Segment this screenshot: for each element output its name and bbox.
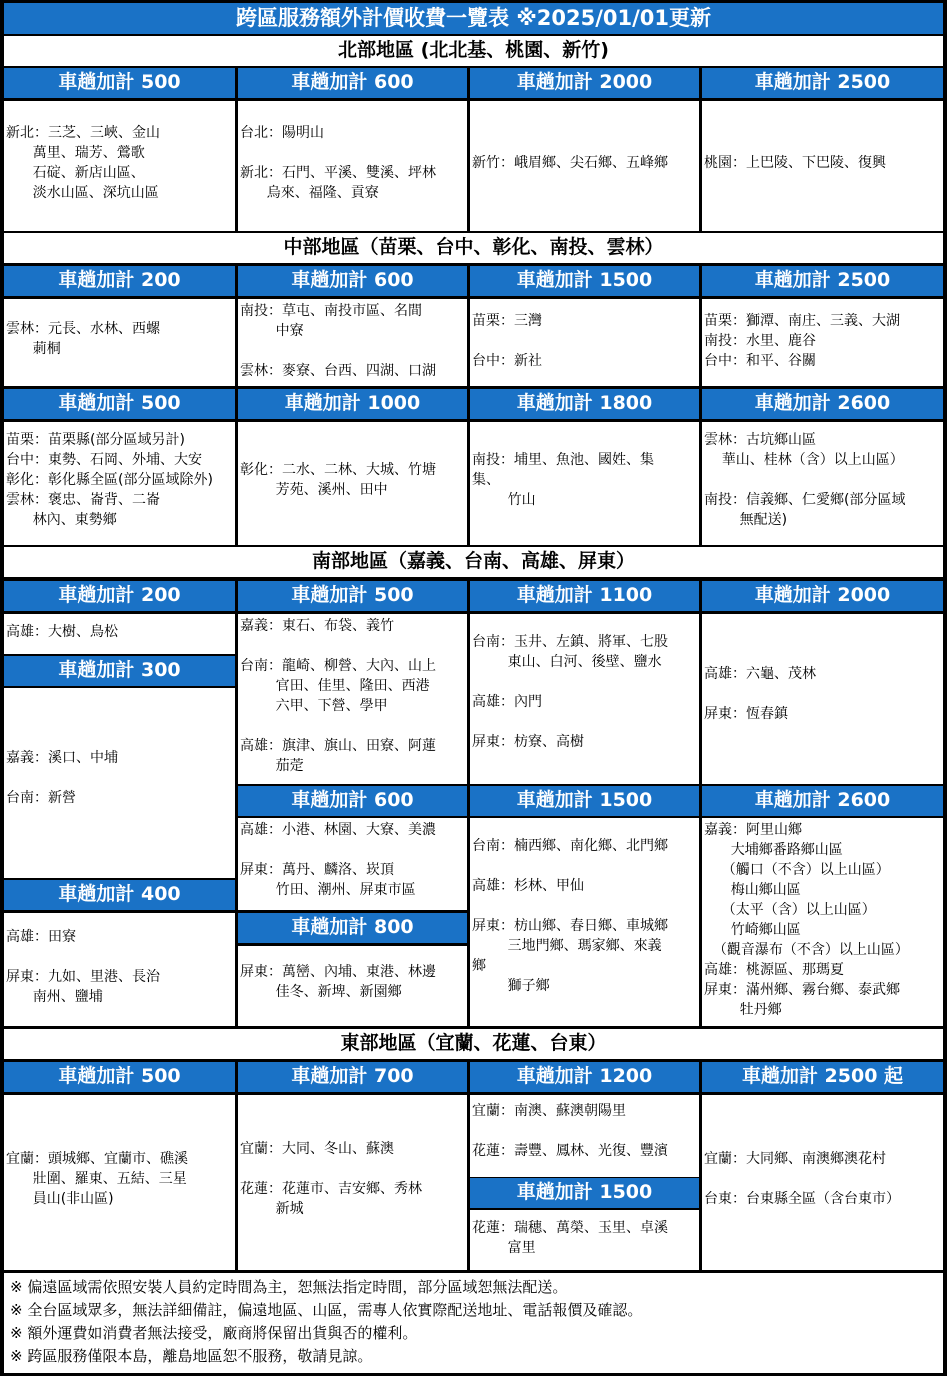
cell-line: 花蓮：瑞穗、萬榮、玉里、卓溪: [472, 1220, 668, 1236]
cell-line: 官田、佳里、隆田、西港: [240, 678, 430, 694]
south-cell-2000: [702, 614, 943, 784]
spacer-line: [240, 636, 465, 656]
south-cell-200: [4, 614, 235, 654]
cell-line: 中寮: [240, 323, 304, 339]
south-cell-400: [4, 913, 235, 1026]
cell-line: 萬里、瑞芳、鶯歌: [6, 145, 145, 161]
cell-line: 雲林：元長、水林、西螺: [6, 321, 160, 337]
central-header-1000: 車趟加計 1000: [238, 389, 467, 419]
cell-line: 台南：楠西鄉、南化鄉、北門鄉: [472, 838, 668, 854]
notes-box: [4, 1273, 943, 1373]
north-header-2000: 車趟加計 2000: [470, 68, 699, 98]
page-title: 跨區服務額外計價收費一覽表 ※2025/01/01更新: [4, 3, 943, 34]
cell-line: 屏東：萬巒、內埔、東港、林邊: [240, 964, 436, 980]
east-header-1200: 車趟加計 1200: [470, 1062, 699, 1092]
cell-line: ※ 跨區服務僅限本島，離島地區恕不服務，敬請見諒。: [10, 1347, 373, 1365]
central-cell-200: [4, 299, 235, 386]
cell-line: 六甲、下營、學甲: [240, 698, 388, 714]
cell-line: 茄萣: [240, 758, 304, 774]
cell-line: 雲林：褒忠、崙背、二崙: [6, 492, 160, 508]
south-header-200: 車趟加計 200: [4, 581, 235, 611]
cell-line: 獅子鄉: [472, 978, 550, 994]
south-cell-800: [238, 946, 467, 1026]
cell-line: 宜蘭：南澳、蘇澳朝陽里: [472, 1103, 626, 1119]
south-header-800: 車趟加計 800: [238, 913, 467, 943]
north-header-500: 車趟加計 500: [4, 68, 235, 98]
spacer-line: [472, 331, 697, 351]
central-cell-1000: [238, 422, 467, 545]
central-header-1800: 車趟加計 1800: [470, 389, 699, 419]
spacer-line: [240, 716, 465, 736]
cell-line: 台中：和平、谷關: [704, 353, 816, 369]
spacer-line: [240, 143, 465, 163]
central-header-1500: 車趟加計 1500: [470, 266, 699, 296]
south-cell-300: [4, 688, 235, 878]
north-header-2500: 車趟加計 2500: [702, 68, 943, 98]
cell-line: 富里: [472, 1240, 536, 1256]
spacer-line: [6, 947, 233, 967]
cell-line: 苗栗：苗栗縣(部分區域另計): [6, 432, 185, 448]
south-header-2000: 車趟加計 2000: [702, 581, 943, 611]
east-header-2500: 車趟加計 2500 起: [702, 1062, 943, 1092]
cell-line: 高雄：小港、林園、大寮、美濃: [240, 822, 436, 838]
cell-line: 屏東：萬丹、麟洛、崁頂: [240, 862, 394, 878]
region-north: 北部地區 (北北基、桃園、新竹): [4, 36, 943, 66]
cell-line: 南投：水里、鹿谷: [704, 333, 816, 349]
cell-line: 新城: [240, 1201, 304, 1217]
east-cell-500: [4, 1095, 235, 1270]
cell-line: 淡水山區、深坑山區: [6, 185, 159, 201]
cell-line: 莿桐: [6, 341, 61, 357]
cell-line: 彰化：彰化縣全區(部分區域除外): [6, 472, 213, 488]
east-header-700: 車趟加計 700: [238, 1062, 467, 1092]
cell-line: 宜蘭：頭城鄉、宜蘭市、礁溪: [6, 1151, 188, 1167]
central-header-600: 車趟加計 600: [238, 266, 467, 296]
cell-line: 大埔鄉番路鄉山區: [704, 842, 843, 858]
cell-line: 屏東：枋寮、高樹: [472, 734, 584, 750]
south-header-2600: 車趟加計 2600: [702, 786, 943, 816]
north-cell-600: [238, 101, 467, 231]
cell-line: 屏東：九如、里港、長治: [6, 969, 160, 985]
north-cell-500: [4, 101, 235, 231]
cell-line: 林內、東勢鄉: [6, 512, 117, 528]
cell-line: 嘉義：溪口、中埔: [6, 750, 118, 766]
spacer-line: [704, 684, 941, 704]
north-header-600: 車趟加計 600: [238, 68, 467, 98]
south-cell-600: [238, 818, 467, 910]
cell-line: 梅山鄉山區: [704, 882, 801, 898]
cell-line: 嘉義：東石、布袋、義竹: [240, 618, 394, 634]
cell-line: 竹崎鄉山區: [704, 922, 801, 938]
cell-line: 華山、桂林（含）以上山區）: [704, 452, 904, 468]
cell-line: 台南：玉井、左鎮、將軍、七股: [472, 634, 668, 650]
central-cell-2500: [702, 299, 943, 386]
cell-line: （觀音瀑布（不含）以上山區）: [704, 942, 909, 958]
cell-line: 台南：龍崎、柳營、大內、山上: [240, 658, 436, 674]
cell-line: 芳苑、溪州、田中: [240, 482, 388, 498]
cell-line: 高雄：田寮: [6, 929, 76, 945]
central-cell-500: [4, 422, 235, 545]
cell-line: 台中：新社: [472, 353, 542, 369]
central-cell-1800: [470, 422, 699, 545]
south-header-300: 車趟加計 300: [4, 656, 235, 686]
cell-line: 竹山: [472, 492, 536, 508]
cell-line: 鄉: [472, 958, 486, 974]
cell-line: ※ 全台區域眾多，無法詳細備註，偏遠地區、山區，需專人依實際配送地址、電話報價及確認。: [10, 1301, 643, 1319]
cell-line: 烏來、福隆、貢寮: [240, 185, 379, 201]
cell-line: 石碇、新店山區、: [6, 165, 145, 181]
north-cell-2500: [702, 101, 943, 231]
cell-line: 新竹：峨眉鄉、尖石鄉、五峰鄉: [472, 155, 668, 171]
cell-line: 無配送): [704, 512, 788, 528]
cell-line: 台北：陽明山: [240, 125, 324, 141]
cell-line: 宜蘭：大同鄉、南澳鄉澳花村: [704, 1151, 886, 1167]
south-cell-1500: [470, 818, 699, 1026]
cell-line: 南投：草屯、南投市區、名間: [240, 303, 422, 319]
cell-line: 南州、鹽埔: [6, 989, 103, 1005]
central-cell-2600: [702, 422, 943, 545]
cell-line: 嘉義：阿里山鄉: [704, 822, 802, 838]
spacer-line: [472, 1121, 697, 1141]
central-cell-1500: [470, 299, 699, 386]
spacer-line: [472, 672, 697, 692]
spacer-line: [240, 840, 465, 860]
cell-line: 宜蘭：大同、冬山、蘇澳: [240, 1141, 394, 1157]
cell-line: 高雄：內門: [472, 694, 542, 710]
east-header-1500: 車趟加計 1500: [470, 1178, 699, 1208]
spacer-line: [6, 768, 233, 788]
cell-line: 員山(非山區): [6, 1191, 114, 1207]
east-header-500: 車趟加計 500: [4, 1062, 235, 1092]
spacer-line: [240, 1159, 465, 1179]
cell-line: 南投：埔里、魚池、國姓、集: [472, 452, 654, 468]
cell-line: ※ 偏遠區域需依照安裝人員約定時間為主，恕無法指定時間，部分區域恕無法配送。: [10, 1278, 568, 1296]
cell-line: 苗栗：獅潭、南庄、三義、大湖: [704, 313, 900, 329]
east-cell-2500: [702, 1095, 943, 1270]
cell-line: 三地門鄉、瑪家鄉、來義: [472, 938, 662, 954]
south-cell-500: [238, 614, 467, 784]
south-cell-2600: [702, 818, 943, 1026]
south-header-500: 車趟加計 500: [238, 581, 467, 611]
south-cell-1100: [470, 614, 699, 784]
cell-line: 東山、白河、後壁、鹽水: [472, 654, 662, 670]
south-header-600: 車趟加計 600: [238, 786, 467, 816]
cell-line: （觸口（不含）以上山區）: [704, 862, 890, 878]
spacer-line: [240, 341, 465, 361]
region-central: 中部地區（苗栗、台中、彰化、南投、雲林）: [4, 233, 943, 263]
south-header-1100: 車趟加計 1100: [470, 581, 699, 611]
cell-line: 佳冬、新埤、新園鄉: [240, 984, 402, 1000]
cell-line: 雲林：麥寮、台西、四湖、口湖: [240, 363, 436, 379]
cell-line: （太平（含）以上山區）: [704, 902, 876, 918]
cell-line: 新北：石門、平溪、雙溪、坪林: [240, 165, 436, 181]
region-south: 南部地區（嘉義、台南、高雄、屏東）: [4, 547, 943, 577]
central-header-500: 車趟加計 500: [4, 389, 235, 419]
cell-line: 集、: [472, 472, 500, 488]
cell-line: 高雄：六龜、茂林: [704, 666, 816, 682]
cell-line: 屏東：恆春鎮: [704, 706, 788, 722]
cell-line: 高雄：旗津、旗山、田寮、阿蓮: [240, 738, 436, 754]
central-header-2600: 車趟加計 2600: [702, 389, 943, 419]
cell-line: 屏東：枋山鄉、春日鄉、車城鄉: [472, 918, 668, 934]
cell-line: 雲林：古坑鄉山區: [704, 432, 816, 448]
cell-line: ※ 額外運費如消費者無法接受，廠商將保留出貨與否的權利。: [10, 1324, 418, 1342]
spacer-line: [472, 856, 697, 876]
cell-line: 新北：三芝、三峽、金山: [6, 125, 160, 141]
east-cell-1200: [470, 1095, 699, 1177]
cell-line: 竹田、潮州、屏東市區: [240, 882, 416, 898]
cell-line: 台東：台東縣全區（含台東市）: [704, 1191, 900, 1207]
east-cell-700: [238, 1095, 467, 1270]
cell-line: 台中：東勢、石岡、外埔、大安: [6, 452, 202, 468]
cell-line: 南投：信義鄉、仁愛鄉(部分區域: [704, 492, 906, 508]
cell-line: 彰化：二水、二林、大城、竹塘: [240, 462, 436, 478]
cell-line: 屏東：滿州鄉、霧台鄉、泰武鄉: [704, 982, 900, 998]
cell-line: 壯圍、羅東、五結、三星: [6, 1171, 187, 1187]
cell-line: 牡丹鄉: [704, 1002, 782, 1018]
cell-line: 高雄：桃源區、那瑪夏: [704, 962, 844, 978]
cell-line: 台南：新營: [6, 790, 76, 806]
spacer-line: [704, 1169, 941, 1189]
cell-line: 花蓮：花蓮市、吉安鄉、秀林: [240, 1181, 422, 1197]
east-cell-1500: [470, 1210, 699, 1270]
cell-line: 桃園：上巴陵、下巴陵、復興: [704, 155, 886, 171]
cell-line: 花蓮：壽豐、鳳林、光復、豐濱: [472, 1143, 668, 1159]
spacer-line: [704, 470, 941, 490]
central-header-200: 車趟加計 200: [4, 266, 235, 296]
cell-line: 高雄：大樹、鳥松: [6, 624, 118, 640]
spacer-line: [472, 896, 697, 916]
south-header-400: 車趟加計 400: [4, 880, 235, 910]
cell-line: 苗栗：三灣: [472, 313, 542, 329]
cell-line: 高雄：杉林、甲仙: [472, 878, 584, 894]
north-cell-2000: [470, 101, 699, 231]
central-cell-600: [238, 299, 467, 386]
spacer-line: [472, 712, 697, 732]
region-east: 東部地區（宜蘭、花蓮、台東）: [4, 1029, 943, 1059]
central-header-2500: 車趟加計 2500: [702, 266, 943, 296]
south-header-1500: 車趟加計 1500: [470, 786, 699, 816]
